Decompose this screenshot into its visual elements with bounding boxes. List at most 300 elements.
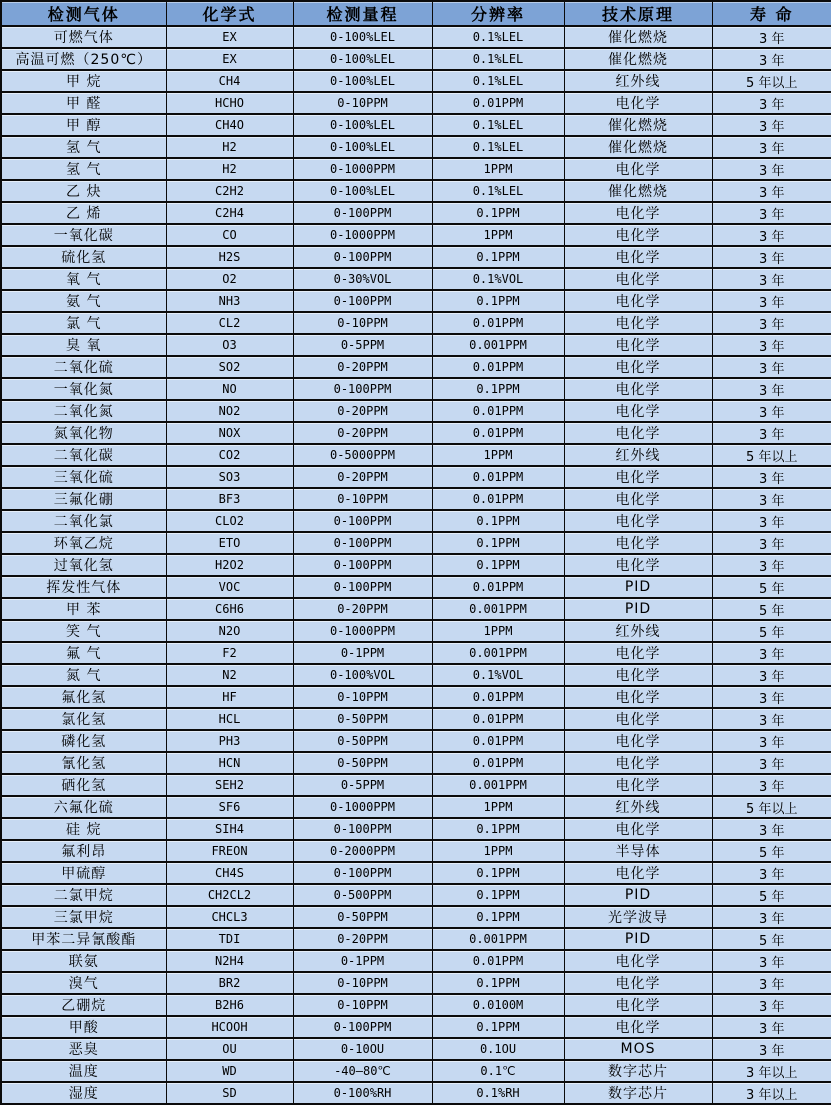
lifespan-cell: 5 年	[712, 576, 831, 598]
resolution-cell: 0.1PPM	[432, 818, 564, 840]
formula-cell: CO2	[166, 444, 293, 466]
formula-cell: TDI	[166, 928, 293, 950]
column-header-resolution: 分辨率	[432, 1, 564, 26]
table-row	[1, 796, 831, 818]
resolution-cell: 1PPM	[432, 796, 564, 818]
table-row	[1, 180, 831, 202]
formula-cell: WD	[166, 1060, 293, 1082]
table-row	[1, 752, 831, 774]
resolution-cell: 0.001PPM	[432, 928, 564, 950]
range-cell: 0-100PPM	[293, 1016, 432, 1038]
principle-cell: 电化学	[564, 158, 712, 180]
table-row	[1, 400, 831, 422]
range-cell: 0-100PPM	[293, 532, 432, 554]
formula-cell: HCN	[166, 752, 293, 774]
resolution-cell: 0.001PPM	[432, 642, 564, 664]
table-row	[1, 708, 831, 730]
gas-name-cell: 联氨	[1, 950, 166, 972]
principle-cell: 半导体	[564, 840, 712, 862]
column-header-principle: 技术原理	[564, 1, 712, 26]
lifespan-cell: 3 年	[712, 114, 831, 136]
gas-name-cell: 氟利昂	[1, 840, 166, 862]
resolution-cell: 0.1%RH	[432, 1082, 564, 1104]
gas-name-cell: 甲 苯	[1, 598, 166, 620]
formula-cell: SF6	[166, 796, 293, 818]
gas-name-cell: 二氧化氯	[1, 510, 166, 532]
range-cell: 0-10PPM	[293, 92, 432, 114]
formula-cell: CO	[166, 224, 293, 246]
principle-cell: 电化学	[564, 686, 712, 708]
formula-cell: CH2CL2	[166, 884, 293, 906]
resolution-cell: 0.1PPM	[432, 378, 564, 400]
range-cell: 0-20PPM	[293, 598, 432, 620]
principle-cell: 电化学	[564, 972, 712, 994]
formula-cell: SO2	[166, 356, 293, 378]
range-cell: 0-2000PPM	[293, 840, 432, 862]
table-row	[1, 972, 831, 994]
header-row	[1, 1, 831, 26]
range-cell: 0-10PPM	[293, 488, 432, 510]
gas-name-cell: 氰化氢	[1, 752, 166, 774]
resolution-cell: 0.1PPM	[432, 906, 564, 928]
formula-cell: C6H6	[166, 598, 293, 620]
principle-cell: PID	[564, 884, 712, 906]
principle-cell: 数字芯片	[564, 1082, 712, 1104]
formula-cell: SEH2	[166, 774, 293, 796]
principle-cell: 电化学	[564, 774, 712, 796]
resolution-cell: 0.01PPM	[432, 708, 564, 730]
gas-name-cell: 一氧化碳	[1, 224, 166, 246]
gas-name-cell: 氟 气	[1, 642, 166, 664]
resolution-cell: 0.1PPM	[432, 290, 564, 312]
principle-cell: 电化学	[564, 356, 712, 378]
formula-cell: C2H2	[166, 180, 293, 202]
principle-cell: 电化学	[564, 664, 712, 686]
gas-name-cell: 三氧化硫	[1, 466, 166, 488]
resolution-cell: 0.1%LEL	[432, 114, 564, 136]
range-cell: 0-100%LEL	[293, 26, 432, 48]
range-cell: -40—80℃	[293, 1060, 432, 1082]
range-cell: 0-100PPM	[293, 202, 432, 224]
gas-name-cell: 二氯甲烷	[1, 884, 166, 906]
formula-cell: CH4O	[166, 114, 293, 136]
principle-cell: 电化学	[564, 202, 712, 224]
resolution-cell: 0.1PPM	[432, 884, 564, 906]
gas-name-cell: 硒化氢	[1, 774, 166, 796]
range-cell: 0-10PPM	[293, 686, 432, 708]
table-row	[1, 994, 831, 1016]
lifespan-cell: 3 年	[712, 422, 831, 444]
range-cell: 0-10OU	[293, 1038, 432, 1060]
resolution-cell: 1PPM	[432, 620, 564, 642]
range-cell: 0-100%LEL	[293, 180, 432, 202]
table-row	[1, 532, 831, 554]
formula-cell: EX	[166, 48, 293, 70]
resolution-cell: 0.1PPM	[432, 862, 564, 884]
resolution-cell: 0.1%LEL	[432, 70, 564, 92]
resolution-cell: 0.01PPM	[432, 950, 564, 972]
gas-name-cell: 过氧化氢	[1, 554, 166, 576]
range-cell: 0-100%LEL	[293, 136, 432, 158]
lifespan-cell: 3 年	[712, 224, 831, 246]
table-row	[1, 246, 831, 268]
table-row	[1, 818, 831, 840]
gas-name-cell: 甲苯二异氰酸酯	[1, 928, 166, 950]
formula-cell: HCOOH	[166, 1016, 293, 1038]
gas-name-cell: 乙硼烷	[1, 994, 166, 1016]
table-row	[1, 48, 831, 70]
range-cell: 0-20PPM	[293, 422, 432, 444]
gas-name-cell: 甲 烷	[1, 70, 166, 92]
table-row	[1, 862, 831, 884]
gas-name-cell: 一氧化氮	[1, 378, 166, 400]
formula-cell: H2O2	[166, 554, 293, 576]
lifespan-cell: 5 年	[712, 928, 831, 950]
lifespan-cell: 3 年	[712, 664, 831, 686]
lifespan-cell: 3 年	[712, 268, 831, 290]
lifespan-cell: 3 年	[712, 378, 831, 400]
resolution-cell: 0.001PPM	[432, 598, 564, 620]
principle-cell: 催化燃烧	[564, 26, 712, 48]
range-cell: 0-100PPM	[293, 818, 432, 840]
principle-cell: 电化学	[564, 862, 712, 884]
gas-name-cell: 氢 气	[1, 158, 166, 180]
formula-cell: BF3	[166, 488, 293, 510]
table-row	[1, 928, 831, 950]
principle-cell: 电化学	[564, 422, 712, 444]
range-cell: 0-1PPM	[293, 642, 432, 664]
gas-name-cell: 三氟化硼	[1, 488, 166, 510]
gas-name-cell: 甲酸	[1, 1016, 166, 1038]
formula-cell: H2S	[166, 246, 293, 268]
principle-cell: PID	[564, 576, 712, 598]
range-cell: 0-100PPM	[293, 290, 432, 312]
lifespan-cell: 3 年	[712, 642, 831, 664]
gas-name-cell: 挥发性气体	[1, 576, 166, 598]
formula-cell: B2H6	[166, 994, 293, 1016]
resolution-cell: 0.01PPM	[432, 488, 564, 510]
lifespan-cell: 3 年	[712, 202, 831, 224]
gas-name-cell: 溴气	[1, 972, 166, 994]
range-cell: 0-30%VOL	[293, 268, 432, 290]
table-row	[1, 444, 831, 466]
table-row	[1, 620, 831, 642]
table-row	[1, 136, 831, 158]
table-row	[1, 510, 831, 532]
resolution-cell: 0.1PPM	[432, 972, 564, 994]
gas-name-cell: 六氟化硫	[1, 796, 166, 818]
table-row	[1, 730, 831, 752]
principle-cell: 电化学	[564, 312, 712, 334]
table-row	[1, 26, 831, 48]
lifespan-cell: 3 年	[712, 994, 831, 1016]
formula-cell: N2O	[166, 620, 293, 642]
principle-cell: 红外线	[564, 70, 712, 92]
resolution-cell: 0.01PPM	[432, 356, 564, 378]
resolution-cell: 0.01PPM	[432, 686, 564, 708]
lifespan-cell: 3 年	[712, 334, 831, 356]
column-header-lifespan: 寿 命	[712, 1, 831, 26]
lifespan-cell: 3 年以上	[712, 1060, 831, 1082]
table-row	[1, 1038, 831, 1060]
range-cell: 0-100%VOL	[293, 664, 432, 686]
range-cell: 0-20PPM	[293, 400, 432, 422]
lifespan-cell: 3 年	[712, 532, 831, 554]
range-cell: 0-20PPM	[293, 356, 432, 378]
range-cell: 0-100PPM	[293, 862, 432, 884]
principle-cell: 催化燃烧	[564, 180, 712, 202]
gas-name-cell: 恶臭	[1, 1038, 166, 1060]
column-header-gas-name: 检测气体	[1, 1, 166, 26]
gas-name-cell: 氟化氢	[1, 686, 166, 708]
principle-cell: 电化学	[564, 488, 712, 510]
range-cell: 0-100PPM	[293, 510, 432, 532]
range-cell: 0-500PPM	[293, 884, 432, 906]
table-row	[1, 1082, 831, 1104]
table-row	[1, 1016, 831, 1038]
principle-cell: 电化学	[564, 268, 712, 290]
formula-cell: FREON	[166, 840, 293, 862]
lifespan-cell: 3 年	[712, 1016, 831, 1038]
formula-cell: CH4S	[166, 862, 293, 884]
resolution-cell: 0.001PPM	[432, 774, 564, 796]
principle-cell: 电化学	[564, 334, 712, 356]
gas-name-cell: 乙 烯	[1, 202, 166, 224]
table-row	[1, 598, 831, 620]
gas-name-cell: 氮 气	[1, 664, 166, 686]
formula-cell: CH4	[166, 70, 293, 92]
principle-cell: 电化学	[564, 290, 712, 312]
gas-name-cell: 二氧化碳	[1, 444, 166, 466]
range-cell: 0-50PPM	[293, 752, 432, 774]
gas-name-cell: 温度	[1, 1060, 166, 1082]
gas-name-cell: 甲 醇	[1, 114, 166, 136]
table-row	[1, 466, 831, 488]
gas-name-cell: 甲硫醇	[1, 862, 166, 884]
range-cell: 0-5PPM	[293, 774, 432, 796]
lifespan-cell: 3 年	[712, 510, 831, 532]
lifespan-cell: 3 年	[712, 26, 831, 48]
formula-cell: VOC	[166, 576, 293, 598]
table-row	[1, 202, 831, 224]
range-cell: 0-50PPM	[293, 730, 432, 752]
lifespan-cell: 3 年	[712, 246, 831, 268]
lifespan-cell: 3 年	[712, 686, 831, 708]
range-cell: 0-10PPM	[293, 972, 432, 994]
lifespan-cell: 3 年	[712, 92, 831, 114]
gas-name-cell: 硫化氢	[1, 246, 166, 268]
principle-cell: 电化学	[564, 818, 712, 840]
principle-cell: 红外线	[564, 796, 712, 818]
formula-cell: N2	[166, 664, 293, 686]
lifespan-cell: 3 年	[712, 950, 831, 972]
table-row	[1, 1060, 831, 1082]
range-cell: 0-100PPM	[293, 576, 432, 598]
formula-cell: N2H4	[166, 950, 293, 972]
range-cell: 0-1000PPM	[293, 158, 432, 180]
table-row	[1, 488, 831, 510]
principle-cell: 催化燃烧	[564, 114, 712, 136]
resolution-cell: 0.0100M	[432, 994, 564, 1016]
formula-cell: NOX	[166, 422, 293, 444]
formula-cell: NH3	[166, 290, 293, 312]
table-row	[1, 554, 831, 576]
range-cell: 0-50PPM	[293, 906, 432, 928]
table-row	[1, 840, 831, 862]
table-row	[1, 312, 831, 334]
resolution-cell: 0.1%VOL	[432, 268, 564, 290]
table-row	[1, 114, 831, 136]
resolution-cell: 0.1%VOL	[432, 664, 564, 686]
formula-cell: HF	[166, 686, 293, 708]
formula-cell: HCHO	[166, 92, 293, 114]
gas-name-cell: 硅 烷	[1, 818, 166, 840]
range-cell: 0-100%RH	[293, 1082, 432, 1104]
range-cell: 0-100%LEL	[293, 70, 432, 92]
column-header-formula: 化学式	[166, 1, 293, 26]
range-cell: 0-100PPM	[293, 378, 432, 400]
principle-cell: 电化学	[564, 1016, 712, 1038]
table-row	[1, 774, 831, 796]
gas-name-cell: 氨 气	[1, 290, 166, 312]
formula-cell: ETO	[166, 532, 293, 554]
resolution-cell: 1PPM	[432, 840, 564, 862]
table-header	[1, 1, 831, 26]
table-row	[1, 422, 831, 444]
resolution-cell: 0.1PPM	[432, 510, 564, 532]
resolution-cell: 0.1OU	[432, 1038, 564, 1060]
resolution-cell: 0.01PPM	[432, 422, 564, 444]
table-row	[1, 576, 831, 598]
formula-cell: C2H4	[166, 202, 293, 224]
lifespan-cell: 3 年	[712, 290, 831, 312]
lifespan-cell: 3 年	[712, 1038, 831, 1060]
lifespan-cell: 3 年	[712, 708, 831, 730]
column-header-range: 检测量程	[293, 1, 432, 26]
resolution-cell: 0.1%LEL	[432, 26, 564, 48]
lifespan-cell: 5 年	[712, 884, 831, 906]
principle-cell: 电化学	[564, 642, 712, 664]
range-cell: 0-20PPM	[293, 466, 432, 488]
principle-cell: 电化学	[564, 378, 712, 400]
principle-cell: PID	[564, 928, 712, 950]
lifespan-cell: 3 年	[712, 972, 831, 994]
resolution-cell: 0.01PPM	[432, 752, 564, 774]
gas-name-cell: 甲 醛	[1, 92, 166, 114]
table-row	[1, 664, 831, 686]
lifespan-cell: 3 年	[712, 488, 831, 510]
resolution-cell: 0.1PPM	[432, 554, 564, 576]
lifespan-cell: 5 年	[712, 620, 831, 642]
table-row	[1, 686, 831, 708]
resolution-cell: 0.1PPM	[432, 246, 564, 268]
gas-name-cell: 二氧化氮	[1, 400, 166, 422]
gas-name-cell: 氯化氢	[1, 708, 166, 730]
lifespan-cell: 3 年	[712, 862, 831, 884]
formula-cell: NO2	[166, 400, 293, 422]
lifespan-cell: 3 年	[712, 906, 831, 928]
resolution-cell: 0.01PPM	[432, 92, 564, 114]
gas-name-cell: 氧 气	[1, 268, 166, 290]
range-cell: 0-10PPM	[293, 312, 432, 334]
lifespan-cell: 3 年	[712, 466, 831, 488]
principle-cell: 电化学	[564, 532, 712, 554]
formula-cell: SO3	[166, 466, 293, 488]
lifespan-cell: 3 年	[712, 774, 831, 796]
gas-name-cell: 笑 气	[1, 620, 166, 642]
principle-cell: 红外线	[564, 444, 712, 466]
range-cell: 0-50PPM	[293, 708, 432, 730]
formula-cell: NO	[166, 378, 293, 400]
range-cell: 0-5000PPM	[293, 444, 432, 466]
resolution-cell: 1PPM	[432, 224, 564, 246]
lifespan-cell: 3 年	[712, 554, 831, 576]
formula-cell: CL2	[166, 312, 293, 334]
resolution-cell: 1PPM	[432, 444, 564, 466]
resolution-cell: 0.01PPM	[432, 576, 564, 598]
lifespan-cell: 3 年	[712, 136, 831, 158]
resolution-cell: 1PPM	[432, 158, 564, 180]
range-cell: 0-1000PPM	[293, 620, 432, 642]
formula-cell: BR2	[166, 972, 293, 994]
lifespan-cell: 3 年以上	[712, 1082, 831, 1104]
range-cell: 0-1000PPM	[293, 796, 432, 818]
lifespan-cell: 5 年以上	[712, 444, 831, 466]
formula-cell: O2	[166, 268, 293, 290]
principle-cell: 数字芯片	[564, 1060, 712, 1082]
lifespan-cell: 5 年以上	[712, 70, 831, 92]
range-cell: 0-100PPM	[293, 246, 432, 268]
table-row	[1, 950, 831, 972]
gas-name-cell: 磷化氢	[1, 730, 166, 752]
range-cell: 0-100PPM	[293, 554, 432, 576]
table-row	[1, 70, 831, 92]
gas-name-cell: 臭 氧	[1, 334, 166, 356]
table-row	[1, 642, 831, 664]
gas-name-cell: 氮氧化物	[1, 422, 166, 444]
principle-cell: 电化学	[564, 950, 712, 972]
table-row	[1, 334, 831, 356]
lifespan-cell: 3 年	[712, 312, 831, 334]
formula-cell: HCL	[166, 708, 293, 730]
gas-name-cell: 二氧化硫	[1, 356, 166, 378]
principle-cell: PID	[564, 598, 712, 620]
gas-name-cell: 氯 气	[1, 312, 166, 334]
principle-cell: MOS	[564, 1038, 712, 1060]
lifespan-cell: 5 年	[712, 598, 831, 620]
formula-cell: CLO2	[166, 510, 293, 532]
table-body	[1, 26, 831, 1104]
formula-cell: EX	[166, 26, 293, 48]
principle-cell: 电化学	[564, 554, 712, 576]
principle-cell: 催化燃烧	[564, 48, 712, 70]
range-cell: 0-1PPM	[293, 950, 432, 972]
formula-cell: H2	[166, 158, 293, 180]
range-cell: 0-100%LEL	[293, 48, 432, 70]
formula-cell: OU	[166, 1038, 293, 1060]
gas-name-cell: 三氯甲烷	[1, 906, 166, 928]
range-cell: 0-100%LEL	[293, 114, 432, 136]
resolution-cell: 0.1℃	[432, 1060, 564, 1082]
table-row	[1, 378, 831, 400]
table-row	[1, 158, 831, 180]
principle-cell: 催化燃烧	[564, 136, 712, 158]
lifespan-cell: 5 年以上	[712, 796, 831, 818]
gas-name-cell: 氢 气	[1, 136, 166, 158]
table-row	[1, 906, 831, 928]
principle-cell: 电化学	[564, 400, 712, 422]
principle-cell: 电化学	[564, 708, 712, 730]
